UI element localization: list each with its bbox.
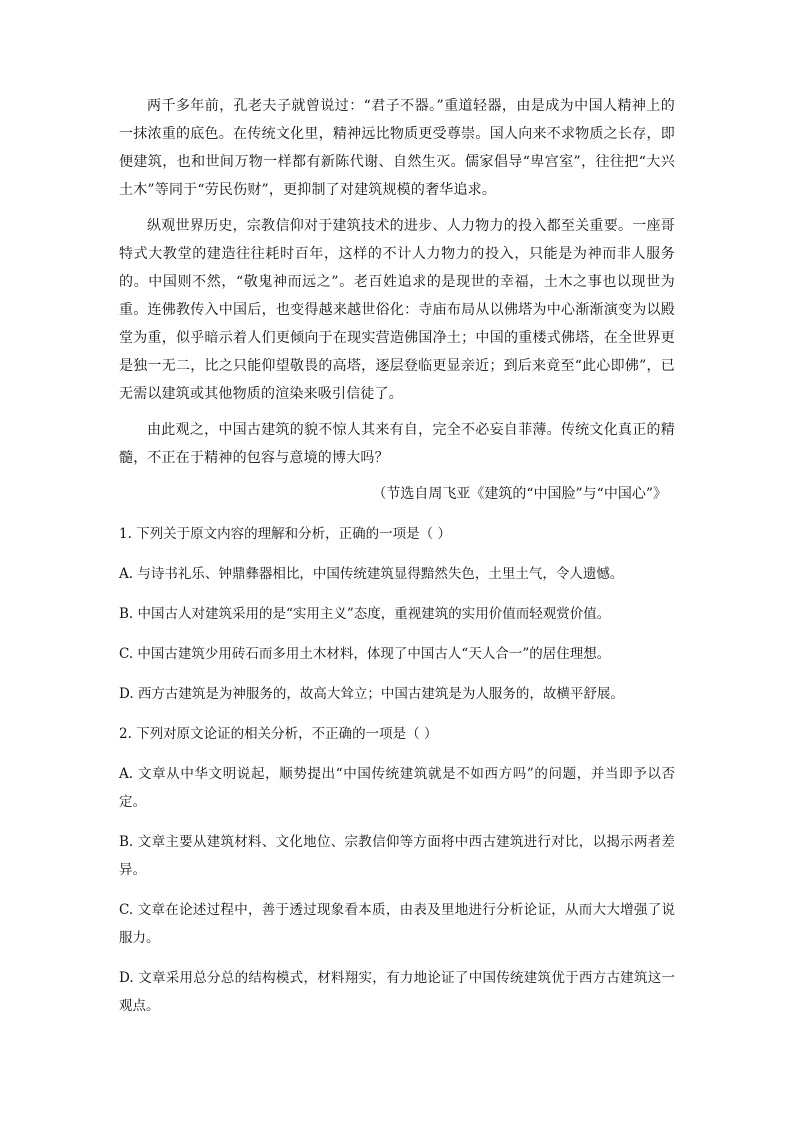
passage-paragraph-2: 纵观世界历史，宗教信仰对于建筑技术的进步、人力物力的投入都至关重要。一座哥特式大教堂的建造往往耗时百年，这样的不计人力物力的投入，只能是为神而非人服务的。中国则不然，“敬鬼神而远之”。老百姓追求的是现世的幸福，土木之事也以现世为重。连佛教传入中国后，也变得越来越世俗化：寺庙布局从以佛塔为中心渐渐演变为以殿堂为重，似乎暗示着人们更倾向于在现实营造佛国净土；中国的重楼式佛塔，在全世界更是独一无二，比之只能仰望敬畏的高塔，逐层登临更显亲近；到后来竟至“此心即佛”，已无需以建筑或其他物质的渲染来吸引信徒了。 <box>119 218 675 402</box>
passage-paragraph-3: 由此观之，中国古建筑的貌不惊人其来有自，完全不必妄自菲薄。传统文化真正的精髓，不正在于精神的包容与意境的博大吗？ <box>119 422 675 466</box>
question-1-option-b: B. 中国古人对建筑采用的是“实用主义”态度，重视建筑的实用价值而轻观赏价值。 <box>119 606 611 622</box>
question-1-option-a: A. 与诗书礼乐、钟鼎彝器相比，中国传统建筑显得黯然失色，土里土气，令人遗憾。 <box>119 566 624 582</box>
question-1-option-c: C. 中国古建筑少用砖石而多用土木材料，体现了中国古人“天人合一”的居住理想。 <box>119 646 611 662</box>
question-2-option-b: B. 文章主要从建筑材料、文化地位、宗教信仰等方面将中西古建筑进行对比，以揭示两者差异。 <box>119 834 675 878</box>
passage-paragraph-1: 两千多年前，孔老夫子就曾说过：“君子不器。”重道轻器，由是成为中国人精神上的一抹浓重的底色。在传统文化里，精神远比物质更受尊崇。国人向来不求物质之长存，即便建筑，也和世间万物一样都有新陈代谢、自然生灭。儒家倡导“卑宫室”，往往把“大兴土木”等同于“劳民伤财”，更抑制了对建筑规模的奢华追求。 <box>119 98 675 198</box>
question-2-option-a: A. 文章从中华文明说起，顺势提出“中国传统建筑就是不如西方吗”的问题，并当即予以否定。 <box>119 766 675 810</box>
question-2-stem: 2. 下列对原文论证的相关分析，不正确的一项是（ ） <box>119 726 438 742</box>
question-1-option-d: D. 西方古建筑是为神服务的，故高大耸立；中国古建筑是为人服务的，故横平舒展。 <box>119 686 624 702</box>
question-2-option-d: D. 文章采用总分总的结构模式，材料翔实，有力地论证了中国传统建筑优于西方古建筑这一观点。 <box>119 970 675 1014</box>
document-page <box>119 92 675 1020</box>
question-1-stem: 1. 下列关于原文内容的理解和分析，正确的一项是（ ） <box>119 526 451 542</box>
passage-source: （节选自周飞亚《建筑的“中国脸”与“中国心”》 <box>372 486 667 502</box>
question-2-option-c: C. 文章在论述过程中，善于透过现象看本质，由表及里地进行分析论证，从而大大增强了说服力。 <box>119 902 675 946</box>
